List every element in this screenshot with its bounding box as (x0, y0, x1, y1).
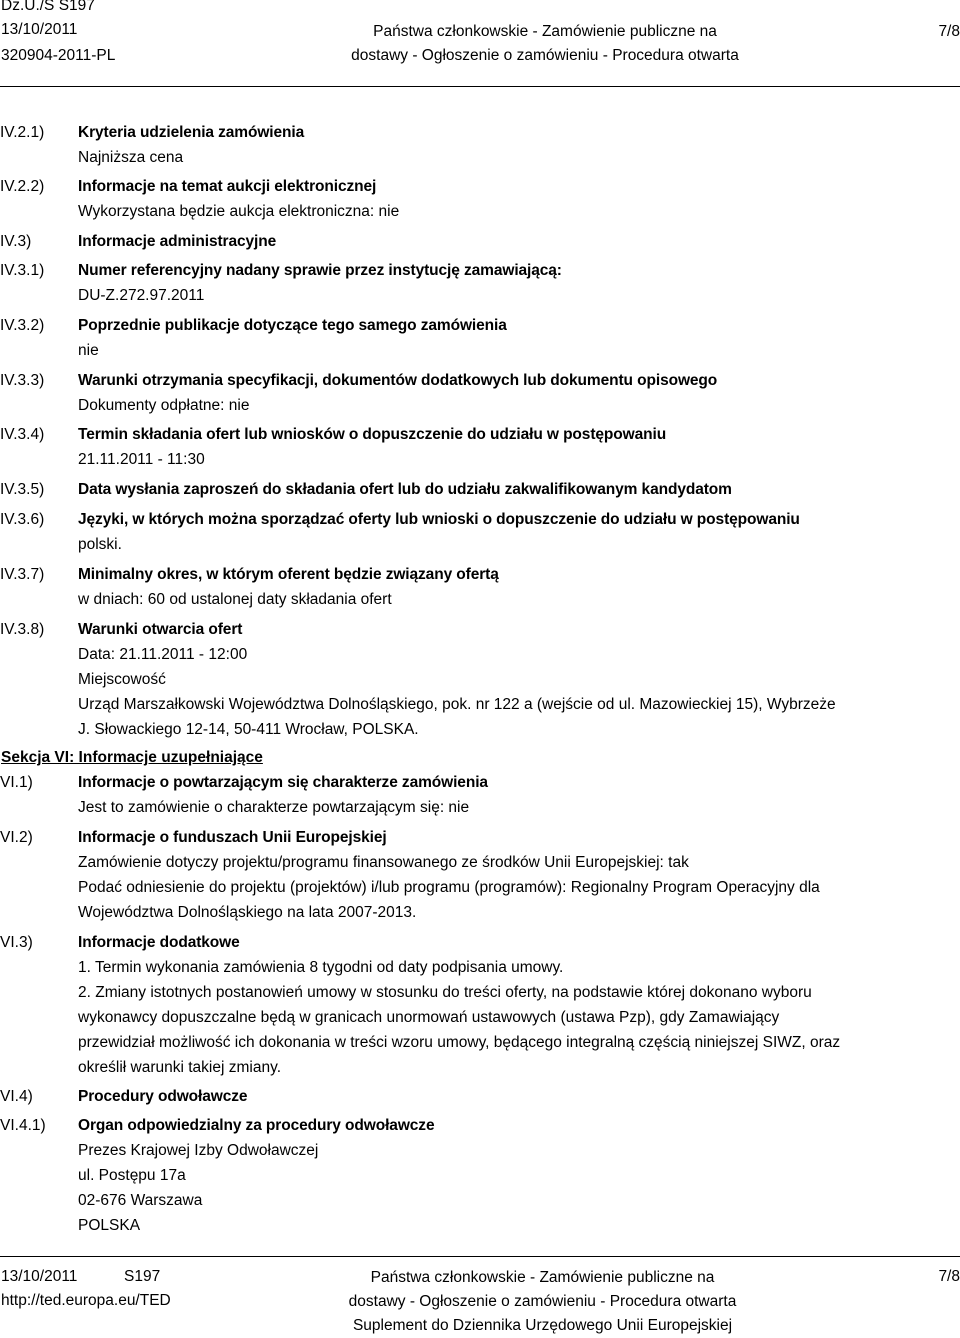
section-text: w dniach: 60 od ustalonej daty składania ofert (78, 591, 392, 608)
section-text: J. Słowackiego 12-14, 50-411 Wrocław, POLSKA. (78, 721, 419, 738)
section-title: Informacje dodatkowe (78, 934, 240, 951)
section-text: Dokumenty odpłatne: nie (78, 397, 250, 414)
footer-title (250, 1266, 835, 1338)
section-number: IV.3.8) (0, 621, 45, 638)
section-text: nie (78, 342, 99, 359)
section-number: IV.3.6) (0, 511, 45, 528)
section-text: Data: 21.11.2011 - 12:00 (78, 646, 248, 663)
section-text: POLSKA (78, 1217, 141, 1234)
section-number: VI.4.1) (0, 1117, 46, 1134)
section-title: Poprzednie publikacje dotyczące tego samego zamówienia (78, 317, 507, 334)
section-text: określił warunki takiej zmiany. (78, 1059, 281, 1076)
header-date: 13/10/2011 (1, 21, 78, 38)
section-vi-heading: Sekcja VI: Informacje uzupełniające (1, 749, 263, 766)
section-title: Warunki otrzymania specyfikacji, dokumentów dodatkowych lub dokumentu opisowego (78, 372, 718, 389)
page-footer (0, 1256, 960, 1336)
section-title: Informacje o powtarzającym się charakterze zamówienia (78, 774, 488, 791)
section-text: Podać odniesienie do projektu (projektów) i/lub programu (programów): Regionalny Program Operacyjny dla (78, 879, 820, 896)
footer-title-line3: Suplement do Dziennika Urzędowego Unii Europejskiej (352, 1317, 733, 1334)
section-title: Numer referencyjny nadany sprawie przez instytucję zamawiającą: (78, 262, 562, 279)
section-number: IV.2.2) (0, 178, 45, 195)
section-title: Minimalny okres, w którym oferent będzie związany ofertą (78, 566, 499, 583)
section-text: Urząd Marszałkowski Województwa Dolnośląskiego, pok. nr 122 a (wejście od ul. Mazowieckiej 15), Wybrzeże (78, 696, 836, 713)
footer-rule (0, 1256, 960, 1257)
section-text: DU-Z.272.97.2011 (78, 287, 205, 304)
header-title-line1: Państwa członkowskie - Zamówienie publiczne na (373, 23, 717, 40)
footer-date: 13/10/2011 (1, 1268, 78, 1285)
section-text: ul. Postępu 17a (78, 1167, 186, 1184)
journal-ref: Dz.U./S S197 (1, 0, 95, 14)
section-text: Miejscowość (78, 671, 166, 688)
section-title: Informacje na temat aukcji elektronicznej (78, 178, 377, 195)
section-text: Prezes Krajowej Izby Odwoławczej (78, 1142, 319, 1159)
section-title: Procedury odwoławcze (78, 1088, 248, 1105)
section-number: IV.3.3) (0, 372, 45, 389)
header-page: 7/8 (938, 23, 960, 40)
section-text: wykonawcy dopuszczalne będą w granicach unormowań ustawowych (ustawa Pzp), gdy Zamawiający (78, 1009, 780, 1026)
section-number: IV.3) (0, 233, 32, 250)
section-number: VI.2) (0, 829, 33, 846)
section-number: IV.2.1) (0, 124, 45, 141)
footer-title-line1: Państwa członkowskie - Zamówienie publiczne na (370, 1269, 715, 1286)
section-text: Województwa Dolnośląskiego na lata 2007-2013. (78, 904, 417, 921)
header-title (334, 20, 756, 68)
section-title: Informacje o funduszach Unii Europejskiej (78, 829, 387, 846)
header-title-line2: dostawy - Ogłoszenie o zamówieniu - Procedura otwarta (351, 47, 739, 64)
section-title: Organ odpowiedzialny za procedury odwoławcze (78, 1117, 435, 1134)
section-title: Termin składania ofert lub wniosków o dopuszczenie do udziału w postępowaniu (78, 426, 667, 443)
section-number: IV.3.1) (0, 262, 45, 279)
section-text: polski. (78, 536, 122, 553)
section-title: Języki, w których można sporządzać oferty lub wnioski o dopuszczenie do udziału w postępowaniu (78, 511, 800, 528)
footer-series: S197 (124, 1268, 161, 1285)
section-number: IV.3.5) (0, 481, 45, 498)
section-text: 1. Termin wykonania zamówienia 8 tygodni od daty podpisania umowy. (78, 959, 564, 976)
page-header (0, 0, 960, 70)
section-text: 2. Zmiany istotnych postanowień umowy w stosunku do treści oferty, na podstawie której dokonano wyboru (78, 984, 812, 1001)
header-rule (0, 86, 960, 87)
section-number: VI.1) (0, 774, 33, 791)
section-title: Kryteria udzielenia zamówienia (78, 124, 305, 141)
section-title: Informacje administracyjne (78, 233, 277, 250)
section-text: przewidział możliwość ich dokonania w treści wzoru umowy, będącego integralną częścią niniejszej SIWZ, oraz (78, 1034, 841, 1051)
section-number: VI.4) (0, 1088, 33, 1105)
section-text: Jest to zamówienie o charakterze powtarzającym się: nie (78, 799, 470, 816)
section-number: IV.3.7) (0, 566, 45, 583)
footer-url-link[interactable]: http://ted.europa.eu/TED (1, 1292, 171, 1309)
notice-ref: 320904-2011-PL (1, 47, 116, 64)
section-number: IV.3.2) (0, 317, 45, 334)
footer-page: 7/8 (938, 1268, 960, 1285)
footer-title-line2: dostawy - Ogłoszenie o zamówieniu - Procedura otwarta (348, 1293, 737, 1310)
section-text: Zamówienie dotyczy projektu/programu finansowanego ze środków Unii Europejskiej: tak (78, 854, 689, 871)
section-number: VI.3) (0, 934, 33, 951)
section-text: 02-676 Warszawa (78, 1192, 203, 1209)
section-text: Najniższa cena (78, 149, 184, 166)
section-number: IV.3.4) (0, 426, 45, 443)
section-title: Warunki otwarcia ofert (78, 621, 243, 638)
section-title: Data wysłania zaproszeń do składania ofert lub do udziału zakwalifikowanym kandydatom (78, 481, 732, 498)
section-text: Wykorzystana będzie aukcja elektroniczna: nie (78, 203, 400, 220)
section-text: 21.11.2011 - 11:30 (78, 451, 205, 468)
